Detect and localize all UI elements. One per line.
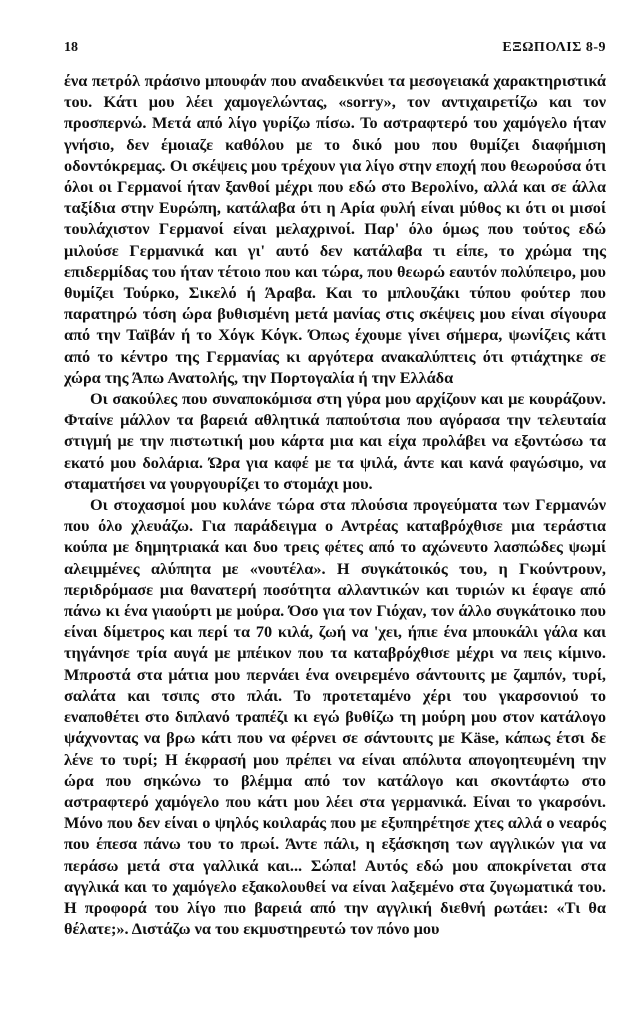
page-header [64,40,606,60]
paragraph: Οι σακούλες που συναποκόμισα στη γύρα μου αρχίζουν και με κουράζουν. Φταίνε μάλλον τα βαρειά αθλητικά παπούτσια που αγόρασα την τελευταία στιγμή με την πιστωτική μου κάρτα μια και είχα προλάβει να εξοντώσω τα εκατό μου δολάρια. Ώρα για καφέ με τα ψιλά, άντε και κανά φαγώσιμο, να σταματήσει να γουργουρίζει το στομάχι μου. [64,389,606,493]
paragraph: Οι στοχασμοί μου κυλάνε τώρα στα πλούσια προγεύματα των Γερμανών που όλο χλευάζω. Για παράδειγμα ο Αντρέας καταβρόχθισε μια τεράστια κούπα με δημητριακά και δυο τρεις φέτες από το αχώνευτο λασπώδες ψωμί αλειμμένες αλύπητα με «νουτέλα». Η συγκάτοικός του, η Γκούντρουν, περιδρόμασε μια θανατερή ποσότητα αλλαντικών και τυριών κι έφαγε από πάνω κι ένα γιαούρτι με μούρα. Όσο για τον Γιόχαν, τον άλλο συγκάτοικο που είναι δίμετρος και περί τα 70 κιλά, ζωή να 'χει, ήπιε ένα μπουκάλι γάλα και τηγάνησε τρία αυγά με μπέικον που τα καταβρόχθισε μέχρι να πεις κίμινο. Μπροστά στα μάτια μου περνάει ένα ονειρεμένο σάντουιτς με ζαμπόν, τυρί, σαλάτα και τσιπς στο πλάι. Το προτεταμένο χέρι του γκαρσονιού το εναποθέτει στο διπλανό τραπέζι κι εγώ βυθίζω τη μούρη μου στον κατάλογο ψάχνοντας να βρω κάτι που να φέρνει σε σάντουιτς με Käse, κάπως έτσι δε λένε το τυρί; Η έκφρασή μου πρέπει να είναι απόλυτα απογοητευμένη την ώρα που σηκώνω το βλέμμα από τον κατάλογο και σκοντάφτω στο αστραφτερό χαμόγελο που κάτι μου λέει στα γερμανικά. Είναι το γκαρσόνι. Μόνο που δεν είναι ο ψηλός κοιλαράς που με εξυπηρέτησε χτες αλλά ο νεαρός που έπεσα πάνω του το πρωί. Άντε πάλι, η εξάσκηση των αγγλικών για να περάσω μετά στα γαλλικά και... Σώπα! Αυτός εδώ μου αποκρίνεται στα αγγλικά και το χαμόγελο εξακολουθεί να είναι λαξεμένο στα ζυγωματικά του. Η προφορά του λίγο πιο βαρειά από την αγγλική διεθνή ρωτάει: «Τι θα θέλατε;». Διστάζω να του εκμυστηρευτώ τον πόνο μου [64,495,606,939]
paragraph: ένα πετρόλ πράσινο μπουφάν που αναδεικνύει τα μεσογειακά χαρακτηριστικά του. Κάτι μου λέει χαμογελώντας, «sorry», τον αντιχαιρετίζω και τον προσπερνώ. Μετά από λίγο γυρίζω πίσω. Το αστραφτερό του χαμόγελο ήταν γνήσιο, δεν έμοιαζε καθόλου με το δικό μου που θυμίζει διαφήμιση οδοντόκρεμας. Οι σκέψεις μου τρέχουν για λίγο στην εποχή που θεωρούσα ότι όλοι οι Γερμανοί ήταν ξανθοί μέχρι που εδώ στο Βερολίνο, αλλά και σε άλλα ταξίδια στην Ευρώπη, κατάλαβα ότι η Αρία φυλή είναι μύθος κι ότι οι μισοί τουλάχιστον Γερμανοί είναι μελαχρινοί. Παρ' όλο όμως που τούτος εδώ μιλούσε Γερμανικά και γι' αυτό δεν κατάλαβα τι είπε, το χρώμα της επιδερμίδας του ήταν τέτοιο που και τώρα, που θεωρώ εαυτόν πολύπειρο, μου θυμίζει Τούρκο, Σικελό ή Άραβα. Και το μπλουζάκι τύπου φούτερ που παρατηρώ τόση ώρα βυθισμένη μετά μανίας στις σκέψεις μου είναι σίγουρα από την Ταϊβάν ή το Χόγκ Κόγκ. Όπως έχουμε γίνει σήμερα, ψωνίζεις κάτι από το κέντρο της Γερμανίας κι αργότερα ανακαλύπτεις ότι φτιάχτηκε σε χώρα της Άπω Ανατολής, την Πορτογαλία ή την Ελλάδα [64,71,606,387]
body-text [64,70,606,939]
running-title: ΕΞΩΠΟΛΙΣ 8-9 [502,40,606,55]
page-number: 18 [64,40,78,55]
